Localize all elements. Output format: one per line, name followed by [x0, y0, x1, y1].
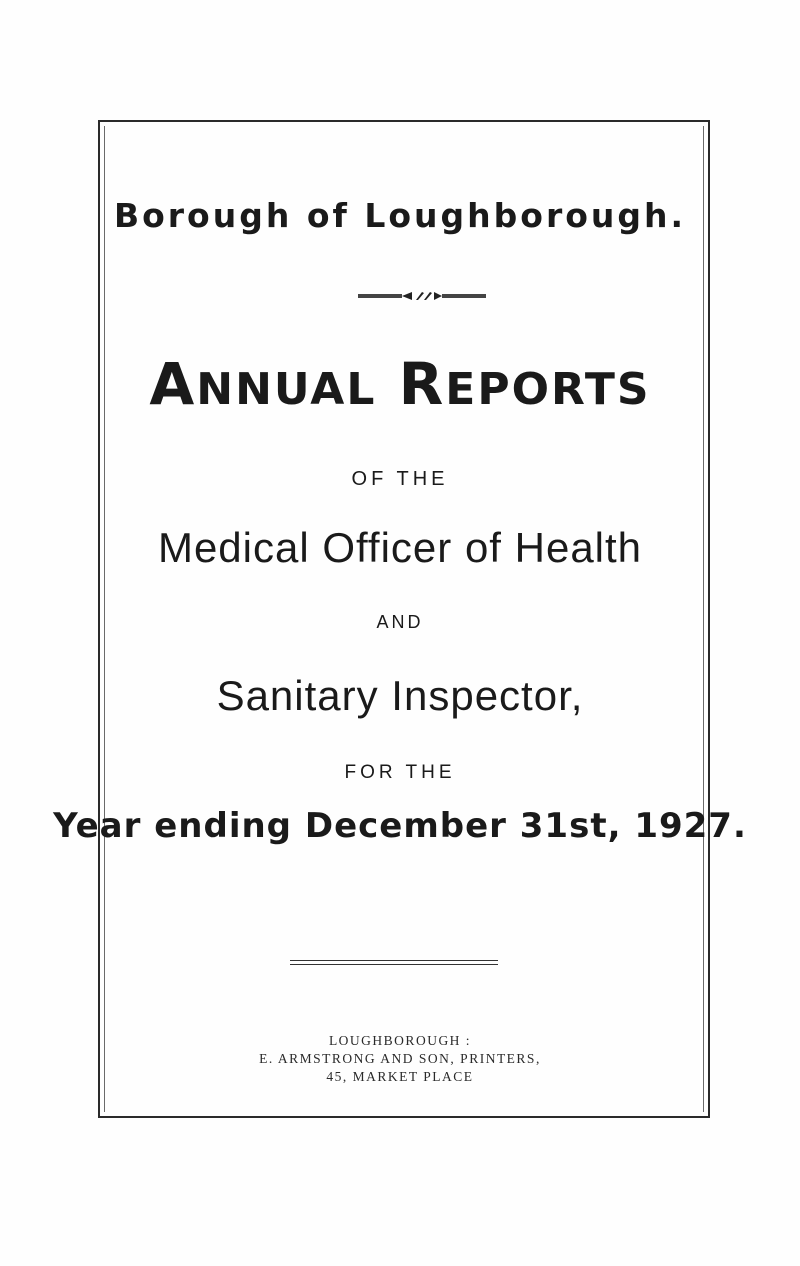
imprint-place: LOUGHBOROUGH : — [328, 1033, 472, 1048]
annual-initial: A — [149, 350, 197, 418]
divider-rule — [290, 964, 498, 965]
imprint-printer: E. ARMSTRONG AND SON, PRINTERS, — [259, 1051, 541, 1066]
medical-officer-heading: Medical Officer of Health — [157, 524, 643, 571]
ornament-divider-icon — [358, 291, 486, 301]
and-label: AND — [376, 612, 424, 632]
reports-initial: R — [398, 350, 446, 418]
annual-reports-heading — [0, 350, 800, 418]
reports-rest: EPORTS — [445, 364, 651, 415]
imprint-address: 45, MARKET PLACE — [326, 1069, 474, 1084]
borough-heading: Borough of Loughborough. — [113, 196, 687, 235]
year-ending-heading: Year ending December 31st, 1927. — [53, 806, 747, 846]
sanitary-inspector-heading: Sanitary Inspector, — [216, 672, 584, 719]
annual-rest: NNUAL — [196, 364, 377, 415]
divider-rule — [290, 960, 498, 961]
of-the-label: OF THE — [351, 468, 449, 490]
for-the-label: FOR THE — [344, 762, 456, 783]
